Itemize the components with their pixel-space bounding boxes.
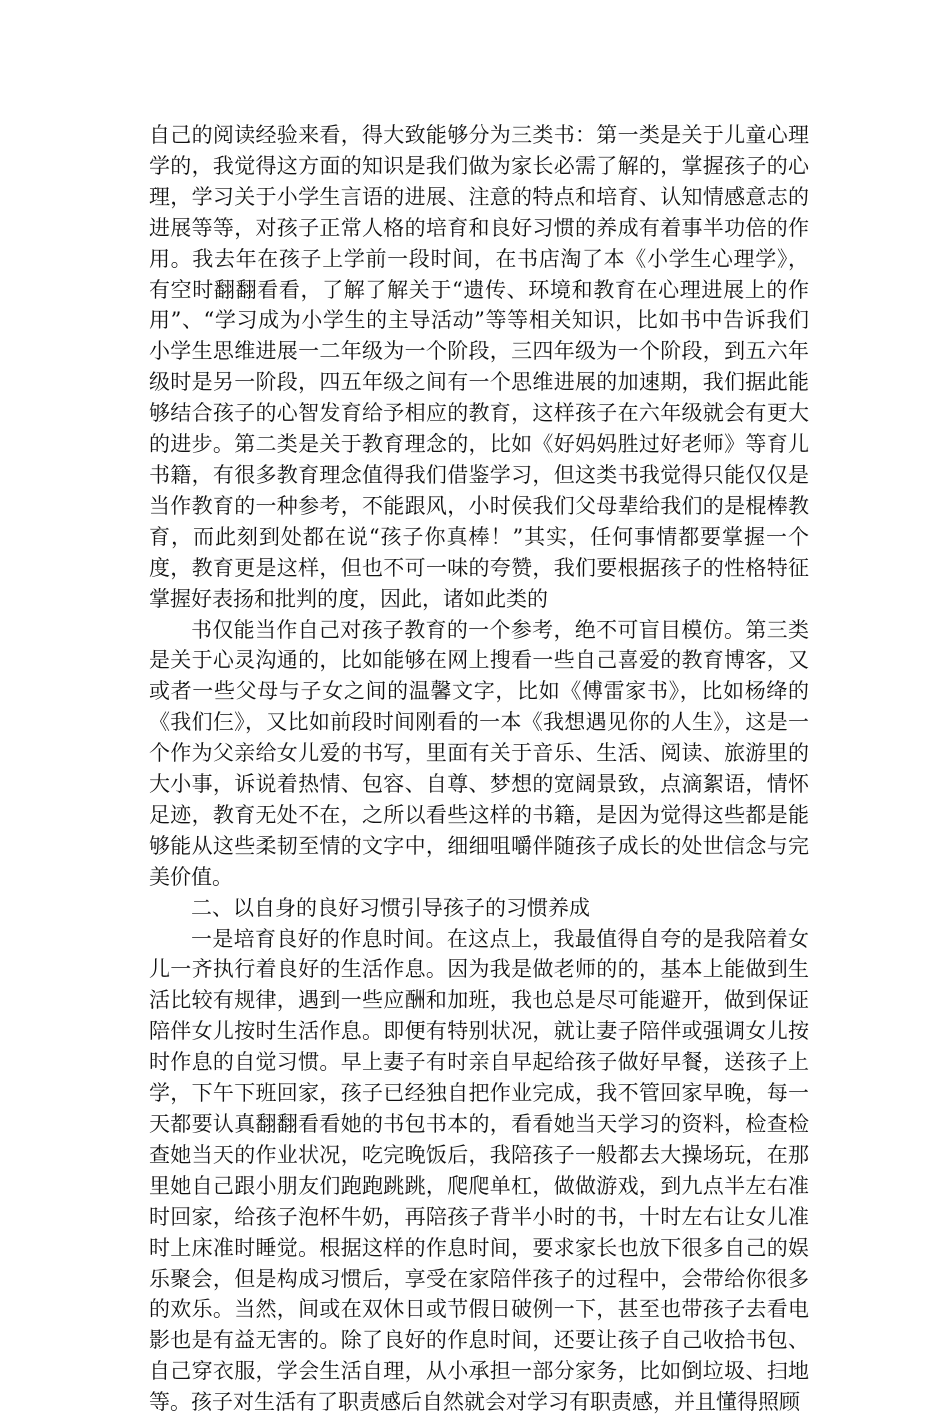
section-heading-good-habits: 二、以自身的良好习惯引导孩子的习惯养成 [191,895,590,920]
paragraph-reference-books: 书仅能当作自己对孩子教育的一个参考，绝不可盲目模仿。第三类是关于心灵沟通的，比如能够在网上搜看一些自己喜爱的教育博客，又或者一些父母与子女之间的温馨文字，比如《傅雷家书》，比如杨绛的《我们仨》，又比如前段时间刚看的一本《我想遇见你的人生》，这是一个作为父亲给女儿爱的书写，里面有关于音乐、生活、阅读、旅游里的大小事，诉说着热情、包容、自尊、梦想的宽阔景致，点滴絮语，情怀足迹，教育无处不在，之所以看些这样的书籍，是因为觉得这些都是能够能从这些柔韧至情的文字中，细细咀嚼伴随孩子成长的处世信念与完美价值。 [149,617,809,889]
document-body [149,120,809,1418]
paragraph-child-psychology-books: 自己的阅读经验来看，得大致能够分为三类书：第一类是关于儿童心理学的，我觉得这方面的知识是我们做为家长必需了解的，掌握孩子的心理，学习关于小学生言语的进展、注意的特点和培育、认知情感意志的进展等等，对孩子正常人格的培育和良好习惯的养成有着事半功倍的作用。我去年在孩子上学前一段时间，在书店淘了本《小学生心理学》，有空时翻翻看看，了解了解关于“遗传、环境和教育在心理进展上的作用”、“学习成为小学生的主导活动”等等相关知识，比如书中告诉我们小学生思维进展一二年级为一个阶段，三四年级为一个阶段，到五六年级时是另一阶段，四五年级之间有一个思维进展的加速期，我们据此能够结合孩子的心智发育给予相应的教育，这样孩子在六年级就会有更大的进步。第二类是关于教育理念的，比如《好妈妈胜过好老师》等育儿书籍，有很多教育理念值得我们借鉴学习，但这类书我觉得只能仅仅是当作教育的一种参考，不能跟风，小时侯我们父母辈给我们的是棍棒教育，而此刻到处都在说“孩子你真棒！”其实，任何事情都要掌握一个度，教育更是这样，但也不可一味的夸赞，我们要根据孩子的性格特征掌握好表扬和批判的度，因此，诸如此类的 [149,123,809,611]
paragraph-daily-schedule: 一是培育良好的作息时间。在这点上，我最值得自夸的是我陪着女儿一齐执行着良好的生活作息。因为我是做老师的的，基本上能做到生活比较有规律，遇到一些应酬和加班，我也总是尽可能避开，做到保证陪伴女儿按时生活作息。即便有特别状况，就让妻子陪伴或强调女儿按时作息的自觉习惯。早上妻子有时亲自早起给孩子做好早餐，送孩子上学，下午下班回家，孩子已经独自把作业完成，我不管回家早晚，每一天都要认真翻翻看看她的书包书本的，看看她当天学习的资料，检查检查她当天的作业状况，吃完晚饭后，我陪孩子一般都去大操场玩，在那里她自己跟小朋友们跑跑跳跳，爬爬单杠，做做游戏，到九点半左右准时回家，给孩子泡杯牛奶，再陪孩子背半小时的书，十时左右让女儿准时上床准时睡觉。根据这样的作息时间，要求家长也放下很多自己的娱乐聚会，但是构成习惯后，享受在家陪伴孩子的过程中，会带给你很多的欢乐。当然，间或在双休日或节假日破例一下，甚至也带孩子去看电影也是有益无害的。除了良好的作息时间，还要让孩子自己收拾书包、自己穿衣服，学会生活自理，从小承担一部分家务，比如倒垃圾、扫地等。孩子对生活有了职责感后自然就会对学习有职责感，并且懂得照顾 [149,926,809,1415]
